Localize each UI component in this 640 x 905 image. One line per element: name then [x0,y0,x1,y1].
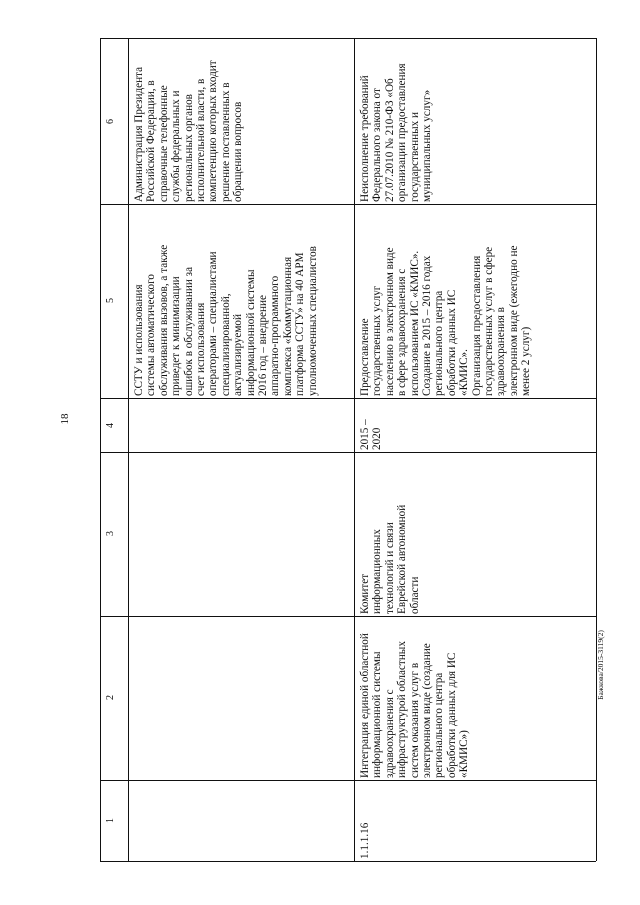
row2-col4-cell: 2015 – 2020 [359,419,384,450]
row-divider [354,38,355,861]
row2-col1-cell: 1.1.1.16 [359,822,371,859]
row1-col5-cell: ССТУ и использования системы автоматического обслуживания вызовов, а также приведет к минимизации ошибок в обслуживании за счет использования операторами – специалистами специализированной, актуализируемой информационной системы 2016 год – внедрение аппаратно-программного комплекса «Коммутационная платформа ССТУ» на 40 АРМ уполномоченных специалистов [133,244,319,396]
column-divider [100,452,596,453]
column-header: 6 [105,119,116,124]
column-header: 1 [105,818,116,823]
column-header: 3 [105,531,116,536]
row1-col6-cell: Администрация Президента Российской Федерации, в справочные телефонные службы федеральных и региональных органов исполнительной власти, в компетенцию которых входит решение поставленных в обращении вопросов [133,60,245,202]
column-divider [100,616,596,617]
page-number: 18 [59,413,71,425]
table-border-right [596,38,597,861]
column-header: 5 [105,298,116,303]
column-divider [100,204,596,205]
table-border-bottom [100,861,596,862]
row-divider [128,38,129,861]
table-border-left [100,38,101,861]
column-header: 4 [105,423,116,428]
footer-code: Бажкова/2015-3119(2) [596,630,605,700]
row2-col2-cell: Интеграция единой областной информационной системы здравоохранения с инфраструктурой областных систем оказания услуг в электронном виде (создание регионального центра обработки данных для ИС «КМИС») [359,633,471,778]
table-border-top [100,38,596,39]
column-header: 2 [105,695,116,700]
row2-col3-cell: Комитет информационных технологий и связи Еврейской автономной области [359,504,421,614]
row2-col5-cell: Предоставление государственных услуг населению в электронном виде в сфере здравоохранения с использованием ИС «КМИС». Создание в 2015 – 2016 годах регионального центра обработки данных ИС «КМИС». Организация предоставления государственных услуг в сфере здравоохранения в электронном виде (ежегодно не менее 2 услуг) [359,245,533,396]
column-divider [100,398,596,399]
column-divider [100,780,596,781]
row2-col6-cell: Неисполнение требований Федерального закона от 27.07.2010 № 210-ФЗ «Об организации предоставления государственных и муниципальных услуг» [359,63,434,202]
